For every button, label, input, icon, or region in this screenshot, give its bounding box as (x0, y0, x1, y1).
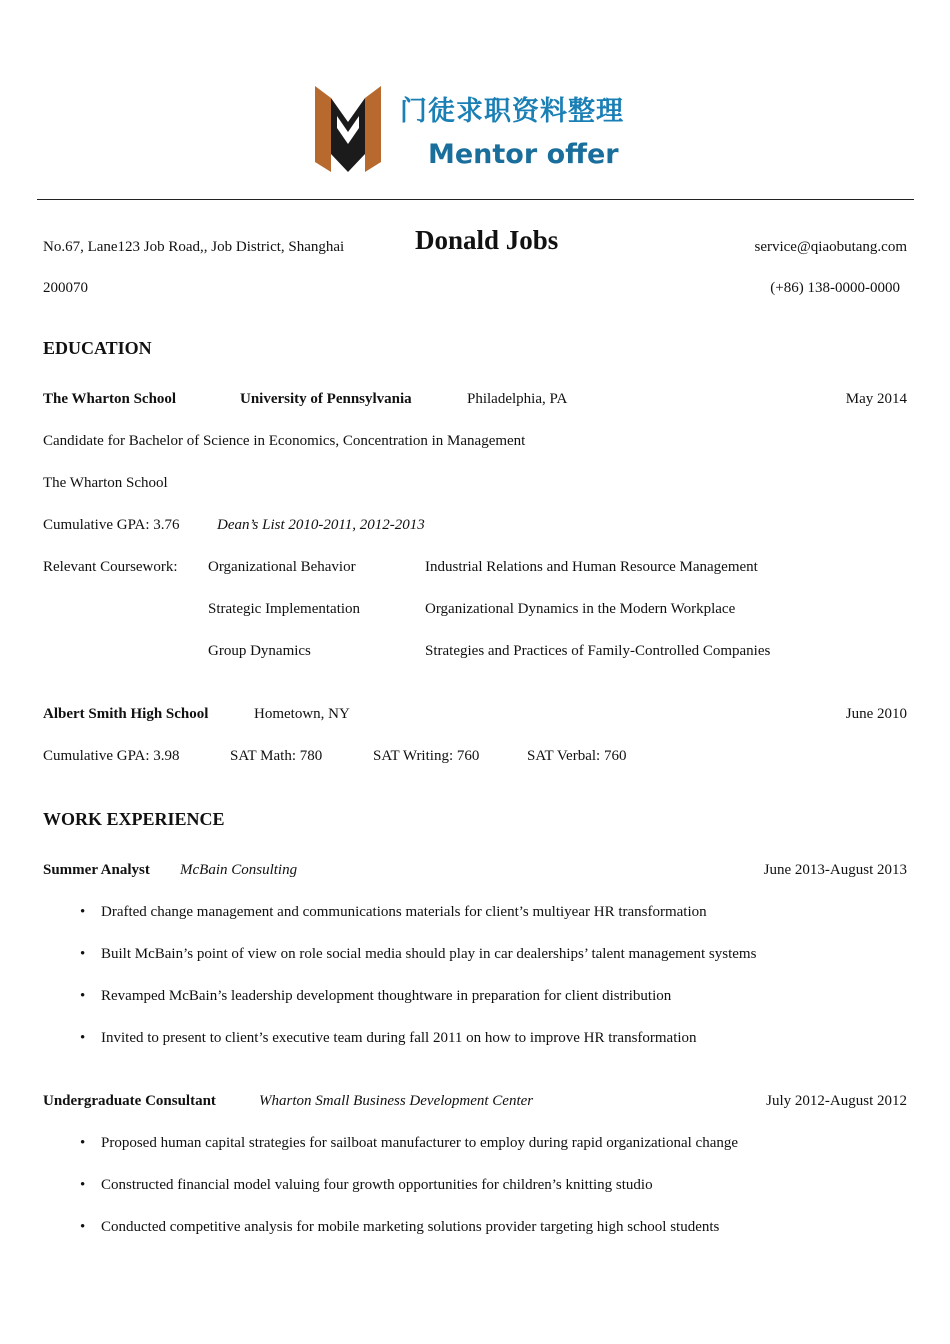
university-name: University of Pennsylvania (240, 391, 412, 407)
sat-math: SAT Math: 780 (230, 748, 323, 764)
mentor-logo (313, 82, 383, 174)
bullet-icon: • (80, 1177, 86, 1193)
job-company: McBain Consulting (180, 862, 298, 878)
bullet-text: Drafted change management and communications materials for client’s multiyear HR transformation (101, 904, 707, 920)
job-company: Wharton Small Business Development Center (259, 1093, 534, 1109)
work-experience-heading: WORK EXPERIENCE (43, 809, 225, 829)
education-heading: EDUCATION (43, 338, 152, 358)
course: Organizational Dynamics in the Modern Workplace (425, 601, 736, 617)
bullet-text: Revamped McBain’s leadership development thoughtware in preparation for client distribution (101, 988, 672, 1004)
bullet-icon: • (80, 988, 86, 1004)
bullet-text: Constructed financial model valuing four growth opportunities for children’s knitting studio (101, 1177, 653, 1193)
high-school-location: Hometown, NY (254, 706, 350, 722)
school-date: May 2014 (845, 391, 907, 407)
job-role: Summer Analyst (43, 862, 150, 878)
school-name: The Wharton School (43, 391, 177, 407)
sat-verbal: SAT Verbal: 760 (527, 748, 627, 764)
bullet-icon: • (80, 1135, 86, 1151)
bullet-text: Built McBain’s point of view on role social media should play in car dealerships’ talent management systems (101, 946, 757, 962)
phone: (+86) 138-0000-0000 (770, 280, 900, 296)
bullet-icon: • (80, 1030, 86, 1046)
course: Organizational Behavior (208, 559, 356, 575)
job-role: Undergraduate Consultant (43, 1093, 216, 1109)
honors: Dean’s List 2010-2011, 2012-2013 (217, 517, 425, 533)
high-school-date: June 2010 (845, 706, 907, 722)
logo-english-text: Mentor offer (428, 139, 619, 170)
bullet-icon: • (80, 1219, 86, 1235)
coursework-label: Relevant Coursework: (43, 559, 178, 575)
bullet-text: Invited to present to client’s executive team during fall 2011 on how to improve HR transformation (101, 1030, 697, 1046)
high-school-gpa: Cumulative GPA: 3.98 (43, 748, 180, 764)
bullet-text: Conducted competitive analysis for mobile marketing solutions provider targeting high school students (101, 1219, 720, 1235)
sat-writing: SAT Writing: 760 (373, 748, 480, 764)
bullet-icon: • (80, 904, 86, 920)
candidate-name: Donald Jobs (415, 225, 559, 255)
logo-chinese-text: 门徒求职资料整理 (400, 96, 624, 127)
bullet-text: Proposed human capital strategies for sailboat manufacturer to employ during rapid organizational change (101, 1135, 739, 1151)
course: Strategic Implementation (208, 601, 361, 617)
address: No.67, Lane123 Job Road,, Job District, Shanghai (43, 239, 345, 255)
school-line: The Wharton School (43, 475, 168, 491)
bullet-icon: • (80, 946, 86, 962)
high-school-name: Albert Smith High School (43, 706, 209, 722)
course: Industrial Relations and Human Resource Management (425, 559, 758, 575)
mentor-logo-icon (313, 82, 383, 174)
postcode: 200070 (43, 280, 88, 296)
school-location: Philadelphia, PA (467, 391, 568, 407)
header-divider (37, 199, 914, 200)
gpa: Cumulative GPA: 3.76 (43, 517, 180, 533)
job-date: July 2012-August 2012 (766, 1093, 907, 1109)
course: Strategies and Practices of Family-Controlled Companies (425, 643, 771, 659)
job-date: June 2013-August 2013 (763, 862, 907, 878)
email[interactable]: service@qiaobutang.com (754, 239, 907, 255)
degree: Candidate for Bachelor of Science in Economics, Concentration in Management (43, 433, 526, 449)
course: Group Dynamics (208, 643, 311, 659)
